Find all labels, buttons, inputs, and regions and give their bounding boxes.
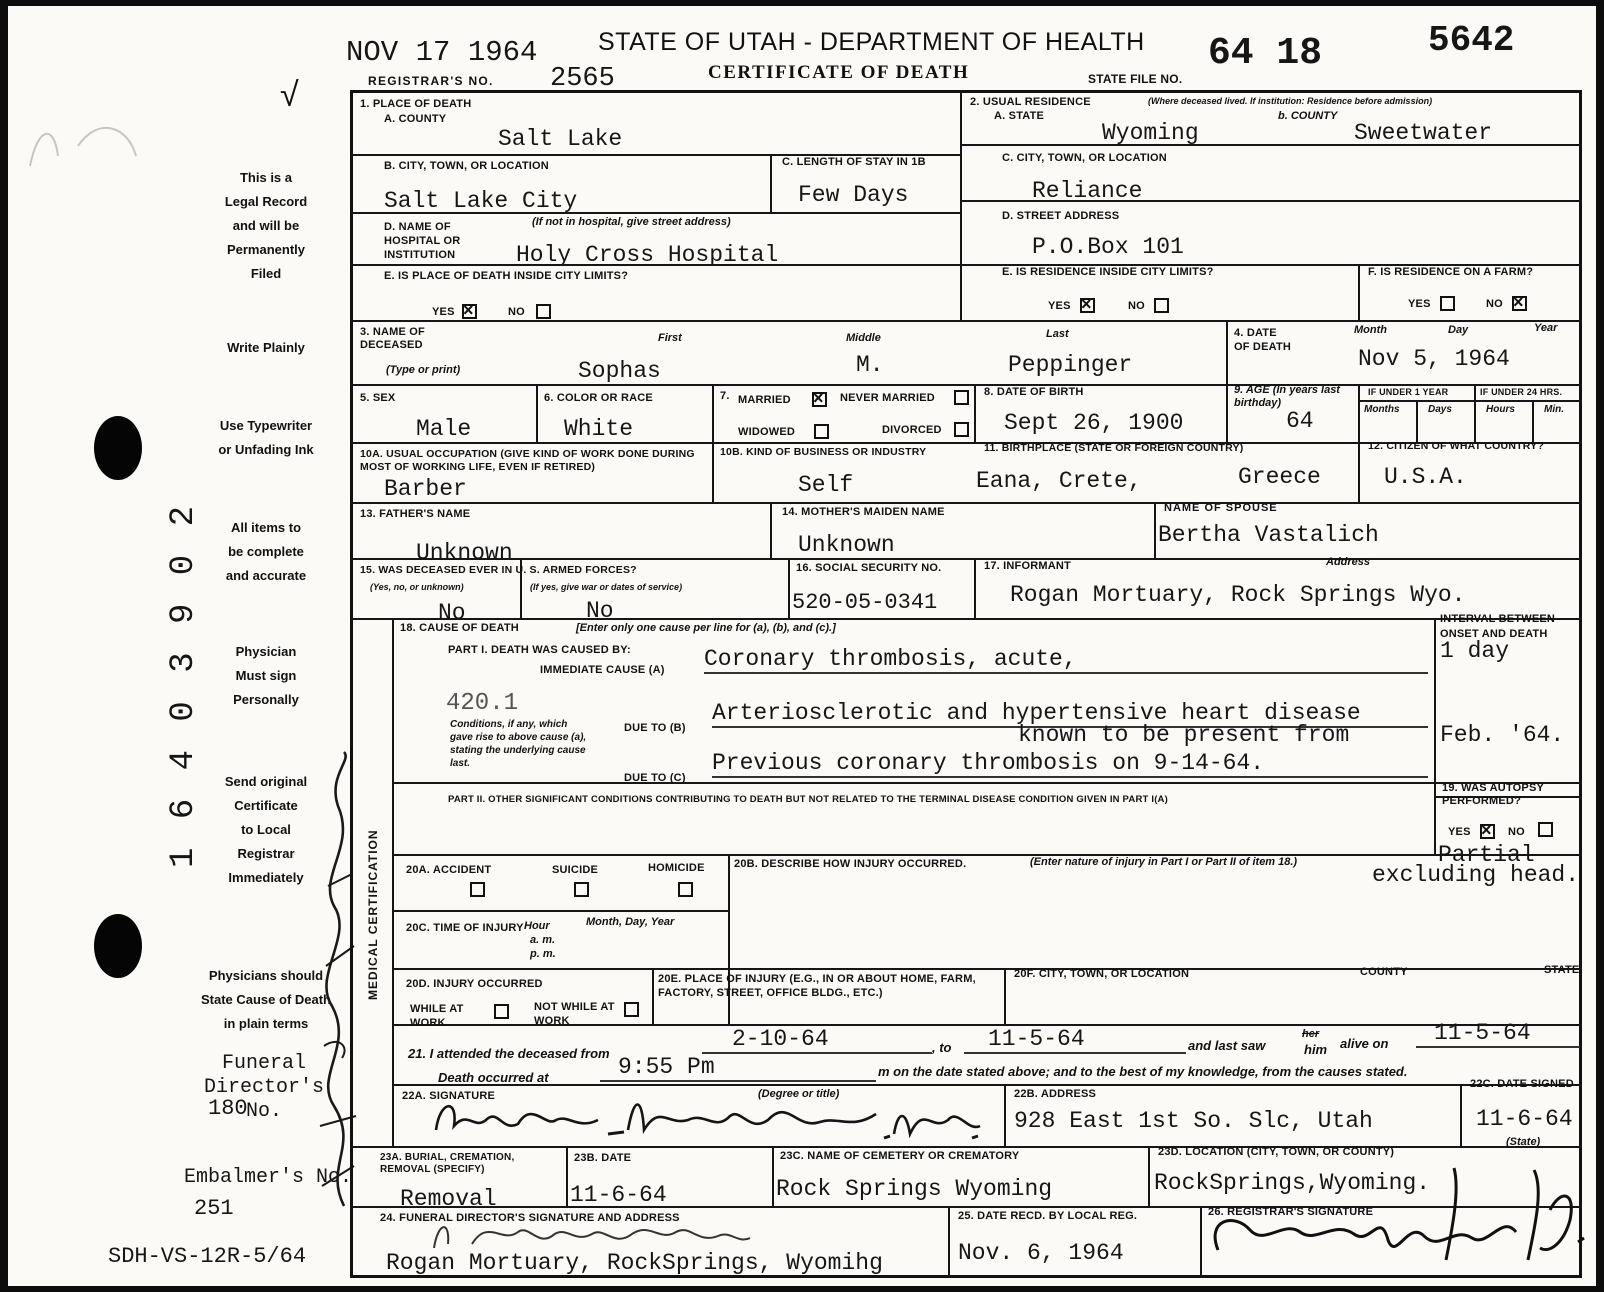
- complete-note: All items to be complete and accurate: [225, 520, 307, 583]
- due-to-c-label: DUE TO (C): [624, 772, 686, 784]
- physician-note: Physician Must sign Personally: [233, 644, 299, 707]
- length-of-stay-value: Few Days: [798, 182, 909, 208]
- date-signed-value: 11-6-64: [1476, 1106, 1573, 1132]
- am-label: a. m.: [530, 934, 556, 946]
- deceased-name-label: 3. NAME OF DECEASED: [360, 326, 425, 351]
- write-plainly-note: Write Plainly: [227, 340, 305, 355]
- married-label: MARRIED: [738, 394, 791, 406]
- registrar-signature: [1204, 1150, 1588, 1276]
- residence-state-label: A. STATE: [994, 110, 1045, 122]
- residence-state-value: Wyoming: [1102, 120, 1199, 146]
- never-married-checkbox[interactable]: [954, 390, 969, 405]
- place-of-death-label: 1. PLACE OF DEATH: [360, 98, 472, 110]
- physician-signature: [428, 1090, 988, 1146]
- death-city-label: B. CITY, TOWN, OR LOCATION: [384, 160, 549, 172]
- father-name-value: Unknown: [416, 540, 513, 566]
- signature-label: 22A. SIGNATURE: [402, 1090, 496, 1102]
- death-inside-limits-label: E. IS PLACE OF DEATH INSIDE CITY LIMITS?: [384, 270, 629, 282]
- death-county-value: Salt Lake: [498, 126, 623, 152]
- received-date-stamp: NOV 17 1964: [346, 36, 538, 69]
- farm-yes-checkbox[interactable]: [1440, 296, 1455, 311]
- embalmer-no: 251: [194, 1196, 234, 1221]
- death-city-value: Salt Lake City: [384, 188, 578, 214]
- pm-label: p. m.: [530, 948, 556, 960]
- attended-to-label: , to: [932, 1040, 952, 1055]
- conditions-note: Conditions, if any, which gave rise to above cause (a), stating the underlying cause last.: [450, 719, 587, 769]
- autopsy-no-label: NO: [1508, 826, 1525, 838]
- serial-number: 1 6 4 0 3 9 0 2: [165, 501, 203, 869]
- under-24-hours-label: IF UNDER 24 HRS.: [1480, 387, 1563, 397]
- pronoun-him: him: [1304, 1042, 1328, 1057]
- registrar-no-label: REGISTRAR'S NO.: [368, 74, 494, 88]
- hospital-note: (If not in hospital, give street address): [532, 216, 731, 228]
- injury-county-label: COUNTY: [1360, 966, 1408, 978]
- father-name-label: 13. FATHER'S NAME: [360, 508, 471, 520]
- street-address-label: D. STREET ADDRESS: [1002, 210, 1120, 222]
- death-certificate: [8, 6, 1596, 1286]
- due-to-b-label: DUE TO (B): [624, 722, 686, 734]
- pencil-marks: [18, 106, 148, 186]
- homicide-label: HOMICIDE: [648, 862, 705, 874]
- not-while-at-work-label: NOT WHILE AT WORK: [534, 1001, 615, 1027]
- attended-from-value: 2-10-64: [702, 1026, 932, 1054]
- funeral-director-label: Funeral Director's No.: [203, 1052, 325, 1123]
- interval-b-value: Feb. '64.: [1440, 722, 1565, 748]
- medical-certification-label: MEDICAL CERTIFICATION: [366, 829, 380, 1000]
- date-of-birth-value: Sept 26, 1900: [1004, 410, 1184, 436]
- farm-no-checkbox[interactable]: [1512, 296, 1527, 311]
- residence-county-value: Sweetwater: [1354, 120, 1493, 146]
- interval-label: INTERVAL BETWEEN ONSET AND DEATH: [1440, 613, 1556, 640]
- informant-address-label: Address: [1326, 556, 1371, 568]
- length-of-stay-label: C. LENGTH OF STAY IN 1B: [782, 156, 926, 168]
- armed-forces-value: No: [438, 600, 466, 626]
- date-received-label: 25. DATE RECD. BY LOCAL REG.: [958, 1210, 1138, 1222]
- injury-how-note: (Enter nature of injury in Part I or Part II of item 18.): [1030, 856, 1298, 868]
- farm-yes-label: YES: [1408, 298, 1431, 310]
- under-1-year-label: IF UNDER 1 YEAR: [1368, 387, 1449, 397]
- residence-limits-yes-checkbox[interactable]: [1080, 298, 1095, 313]
- farm-label: F. IS RESIDENCE ON A FARM?: [1368, 266, 1534, 278]
- state-file-no-label: STATE FILE NO.: [1088, 72, 1183, 86]
- sex-value: Male: [416, 416, 472, 442]
- part-2-label: PART II. OTHER SIGNIFICANT CONDITIONS CONTRIBUTING TO DEATH BUT NOT RELATED TO THE TERMINAL DISEASE CONDITION GIVEN IN PART I(A): [448, 794, 1168, 805]
- attended-to-value: 11-5-64: [964, 1026, 1186, 1054]
- part-1-label: PART I. DEATH WAS CAUSED BY:: [448, 644, 631, 656]
- divorced-checkbox[interactable]: [954, 422, 969, 437]
- birthplace-label: 11. BIRTHPLACE (STATE OR FOREIGN COUNTRY): [984, 442, 1244, 454]
- first-name-label: First: [658, 332, 682, 344]
- birthplace-country-value: Greece: [1238, 464, 1321, 490]
- last-saw-label: and last saw: [1188, 1038, 1266, 1053]
- burial-method-value: Removal: [400, 1186, 497, 1212]
- date-signed-label: 22C. DATE SIGNED: [1470, 1078, 1574, 1090]
- street-address-value: P.O.Box 101: [1032, 234, 1184, 260]
- residence-city-value: Reliance: [1032, 178, 1143, 204]
- residence-county-label: b. COUNTY: [1278, 110, 1338, 122]
- place-of-injury-label: 20E. PLACE OF INJURY (E.G., IN OR ABOUT HOME, FARM, FACTORY, STREET, OFFICE BLDG., ETC.): [658, 973, 976, 999]
- cause-b-line-2: known to be present from: [1018, 722, 1350, 748]
- usual-residence-note: (Where deceased lived. If institution: Residence before admission): [1148, 96, 1433, 106]
- degree-label: (Degree or title): [758, 1088, 840, 1100]
- autopsy-yes-checkbox[interactable]: [1480, 824, 1495, 839]
- cause-b-line-1: Arteriosclerotic and hypertensive heart disease: [712, 700, 1428, 728]
- date-of-death-label: 4. DATE OF DEATH: [1234, 327, 1292, 353]
- autopsy-note-1: Partial: [1438, 842, 1535, 868]
- citizen-label: 12. CITIZEN OF WHAT COUNTRY?: [1368, 440, 1544, 452]
- occupation-label: 10A. USUAL OCCUPATION (GIVE KIND OF WORK DONE DURING MOST OF WORKING LIFE, EVEN IF RETIRED): [360, 448, 695, 473]
- citizen-value: U.S.A.: [1384, 464, 1467, 490]
- death-time-value: 9:55 Pm: [600, 1054, 876, 1082]
- months-label: Months: [1364, 404, 1400, 415]
- middle-name-label: Middle: [846, 332, 881, 344]
- farm-no-label: NO: [1486, 298, 1503, 310]
- suicide-label: SUICIDE: [552, 864, 599, 876]
- cemetery-label: 23C. NAME OF CEMETERY OR CREMATORY: [780, 1150, 1020, 1162]
- month-label: Month: [1354, 324, 1387, 336]
- injury-city-label: 20F. CITY, TOWN, OR LOCATION: [1014, 968, 1190, 980]
- registrar-no: 2565: [550, 64, 615, 94]
- injury-occurred-label: 20D. INJURY OCCURRED: [406, 978, 543, 990]
- deceased-name-note: (Type or print): [386, 364, 461, 376]
- first-name-value: Sophas: [578, 358, 661, 384]
- hour-label: Hour: [524, 920, 550, 932]
- check-mark: √: [280, 76, 299, 114]
- spouse-label: NAME OF SPOUSE: [1164, 502, 1278, 514]
- informant-value: Rogan Mortuary, Rock Springs Wyo.: [1010, 582, 1466, 608]
- occupation-value: Barber: [384, 476, 467, 502]
- race-label: 6. COLOR OR RACE: [544, 392, 653, 404]
- burial-date-value: 11-6-64: [570, 1182, 667, 1208]
- embalmer-label: Embalmer's No.: [184, 1166, 353, 1189]
- birthplace-town-value: Eana, Crete,: [976, 468, 1142, 494]
- widowed-label: WIDOWED: [738, 426, 796, 438]
- accident-checkbox[interactable]: [470, 882, 485, 897]
- mother-name-label: 14. MOTHER'S MAIDEN NAME: [782, 506, 945, 518]
- alive-on-value: 11-5-64: [1416, 1020, 1580, 1048]
- funeral-director-no: 180: [208, 1096, 248, 1121]
- war-service-value: No: [586, 598, 614, 624]
- while-at-work-label: WHILE AT WORK: [410, 1003, 464, 1029]
- ssn-label: 16. SOCIAL SECURITY NO.: [796, 562, 942, 574]
- burial-date-label: 23B. DATE: [574, 1152, 632, 1164]
- typewriter-note: Use Typewriter or Unfading Ink: [218, 418, 314, 457]
- informant-label: 17. INFORMANT: [984, 560, 1071, 572]
- handwritten-file-no: 5642: [1428, 20, 1515, 61]
- cause-c-value: Previous coronary thrombosis on 9-14-64.: [712, 750, 1428, 778]
- physician-address-value: 928 East 1st So. Slc, Utah: [1014, 1108, 1373, 1134]
- year-label: Year: [1534, 322, 1558, 334]
- state-file-no: 64 18: [1208, 32, 1323, 75]
- age-value: 64: [1286, 408, 1314, 434]
- physician-address-label: 22B. ADDRESS: [1014, 1088, 1097, 1100]
- attendance-statement: m on the date stated above; and to the best of my knowledge, from the causes stated.: [878, 1064, 1408, 1079]
- injury-how-label: 20B. DESCRIBE HOW INJURY OCCURRED.: [734, 858, 967, 870]
- last-name-label: Last: [1046, 328, 1069, 340]
- hospital-value: Holy Cross Hospital: [516, 242, 779, 268]
- death-county-label: A. COUNTY: [384, 113, 447, 125]
- ssn-value: 520-05-0341: [792, 590, 938, 615]
- death-limits-yes-label: YES: [432, 306, 455, 318]
- day-label: Day: [1448, 324, 1469, 336]
- residence-city-label: C. CITY, TOWN, OR LOCATION: [1002, 152, 1167, 164]
- send-original-note: Send original Certificate to Local Registrar Immediately: [224, 774, 308, 885]
- cause-a-value: Coronary thrombosis, acute,: [704, 646, 1428, 674]
- mother-name-value: Unknown: [798, 532, 895, 558]
- spouse-value: Bertha Vastalich: [1158, 522, 1379, 548]
- marital-label: 7.: [720, 390, 730, 402]
- residence-limits-no-label: NO: [1128, 300, 1145, 312]
- armed-forces-label: 15. WAS DECEASED EVER IN U. S. ARMED FORCES?: [360, 564, 637, 576]
- sex-label: 5. SEX: [360, 392, 396, 404]
- document-title: STATE OF UTAH - DEPARTMENT OF HEALTH: [598, 28, 1145, 56]
- war-service-note: (If yes, give war or dates of service): [530, 582, 683, 592]
- date-received-value: Nov. 6, 1964: [958, 1240, 1124, 1266]
- minutes-label: Min.: [1544, 404, 1564, 415]
- never-married-label: NEVER MARRIED: [840, 392, 935, 404]
- residence-inside-limits-label: E. IS RESIDENCE INSIDE CITY LIMITS?: [1002, 266, 1214, 278]
- registrar-signature-label: 26. REGISTRAR'S SIGNATURE: [1208, 1206, 1374, 1218]
- legal-record-note: This is a Legal Record and will be Permanently Filed: [224, 170, 308, 281]
- cause-of-death-note: [Enter only one cause per line for (a), (b), and (c).]: [576, 622, 836, 634]
- document-subtitle: CERTIFICATE OF DEATH: [708, 62, 970, 83]
- injury-date-label: Month, Day, Year: [586, 916, 675, 928]
- cause-plain-terms-note: Physicians should State Cause of Death in plain terms: [200, 968, 332, 1031]
- handwritten-code: 420.1: [446, 690, 519, 717]
- middle-name-value: M.: [856, 352, 884, 378]
- punch-hole: [94, 914, 142, 978]
- interval-a-value: 1 day: [1440, 638, 1510, 664]
- age-label: 9. AGE (In years last birthday): [1234, 384, 1340, 409]
- armed-forces-note: (Yes, no, or unknown): [370, 582, 464, 592]
- accident-label: 20A. ACCIDENT: [406, 864, 492, 876]
- days-label: Days: [1428, 404, 1452, 415]
- residence-limits-no-checkbox[interactable]: [1154, 298, 1169, 313]
- funeral-director-value: Rogan Mortuary, RockSprings, Wyomihg: [386, 1250, 883, 1276]
- alive-on-label: alive on: [1340, 1036, 1389, 1051]
- funeral-director-signature-label: 24. FUNERAL DIRECTOR'S SIGNATURE AND ADDRESS: [380, 1212, 680, 1224]
- business-label: 10B. KIND OF BUSINESS OR INDUSTRY: [720, 446, 927, 458]
- punch-hole: [94, 416, 142, 480]
- cemetery-value: Rock Springs Wyoming: [776, 1176, 1053, 1202]
- funeral-director-signature: [428, 1214, 758, 1254]
- residence-limits-yes-label: YES: [1048, 300, 1071, 312]
- divorced-label: DIVORCED: [882, 424, 942, 436]
- cause-of-death-label: 18. CAUSE OF DEATH: [400, 622, 519, 634]
- business-value: Self: [798, 472, 854, 498]
- struck-pronoun: her: [1302, 1028, 1320, 1040]
- last-name-value: Peppinger: [1008, 352, 1133, 378]
- burial-state-label: (State): [1506, 1136, 1541, 1148]
- hours-label: Hours: [1486, 404, 1515, 415]
- death-limits-no-checkbox[interactable]: [536, 304, 551, 319]
- autopsy-no-checkbox[interactable]: [1538, 822, 1553, 837]
- death-occurred-label: Death occurred at: [438, 1070, 549, 1085]
- burial-location-label: 23D. LOCATION (CITY, TOWN, OR COUNTY): [1158, 1146, 1395, 1158]
- not-while-at-work-checkbox[interactable]: [624, 1002, 639, 1017]
- suicide-checkbox[interactable]: [574, 882, 589, 897]
- burial-method-label: 23A. BURIAL, CREMATION, REMOVAL (SPECIFY): [380, 1152, 515, 1175]
- time-of-injury-label: 20C. TIME OF INJURY: [406, 922, 524, 934]
- autopsy-note-2: excluding head.: [1372, 862, 1580, 888]
- form-id: SDH-VS-12R-5/64: [108, 1244, 307, 1269]
- race-value: White: [564, 416, 634, 442]
- burial-location-value: RockSprings,Wyoming.: [1154, 1170, 1431, 1196]
- immediate-cause-label: IMMEDIATE CAUSE (A): [540, 664, 665, 676]
- injury-state-label: STATE: [1544, 964, 1580, 976]
- while-at-work-checkbox[interactable]: [494, 1004, 509, 1019]
- death-limits-yes-checkbox[interactable]: [462, 304, 477, 319]
- attended-label: 21. I attended the deceased from: [408, 1046, 610, 1061]
- death-limits-no-label: NO: [508, 306, 525, 318]
- married-checkbox[interactable]: [812, 392, 827, 407]
- hospital-label: D. NAME OF HOSPITAL OR INSTITUTION: [384, 221, 461, 261]
- autopsy-yes-label: YES: [1448, 826, 1471, 838]
- usual-residence-label: 2. USUAL RESIDENCE: [970, 96, 1091, 108]
- homicide-checkbox[interactable]: [678, 882, 693, 897]
- date-of-death-value: Nov 5, 1964: [1358, 346, 1510, 372]
- date-of-birth-label: 8. DATE OF BIRTH: [984, 386, 1084, 398]
- widowed-checkbox[interactable]: [814, 424, 829, 439]
- autopsy-label: 19. WAS AUTOPSY PERFORMED?: [1442, 782, 1544, 807]
